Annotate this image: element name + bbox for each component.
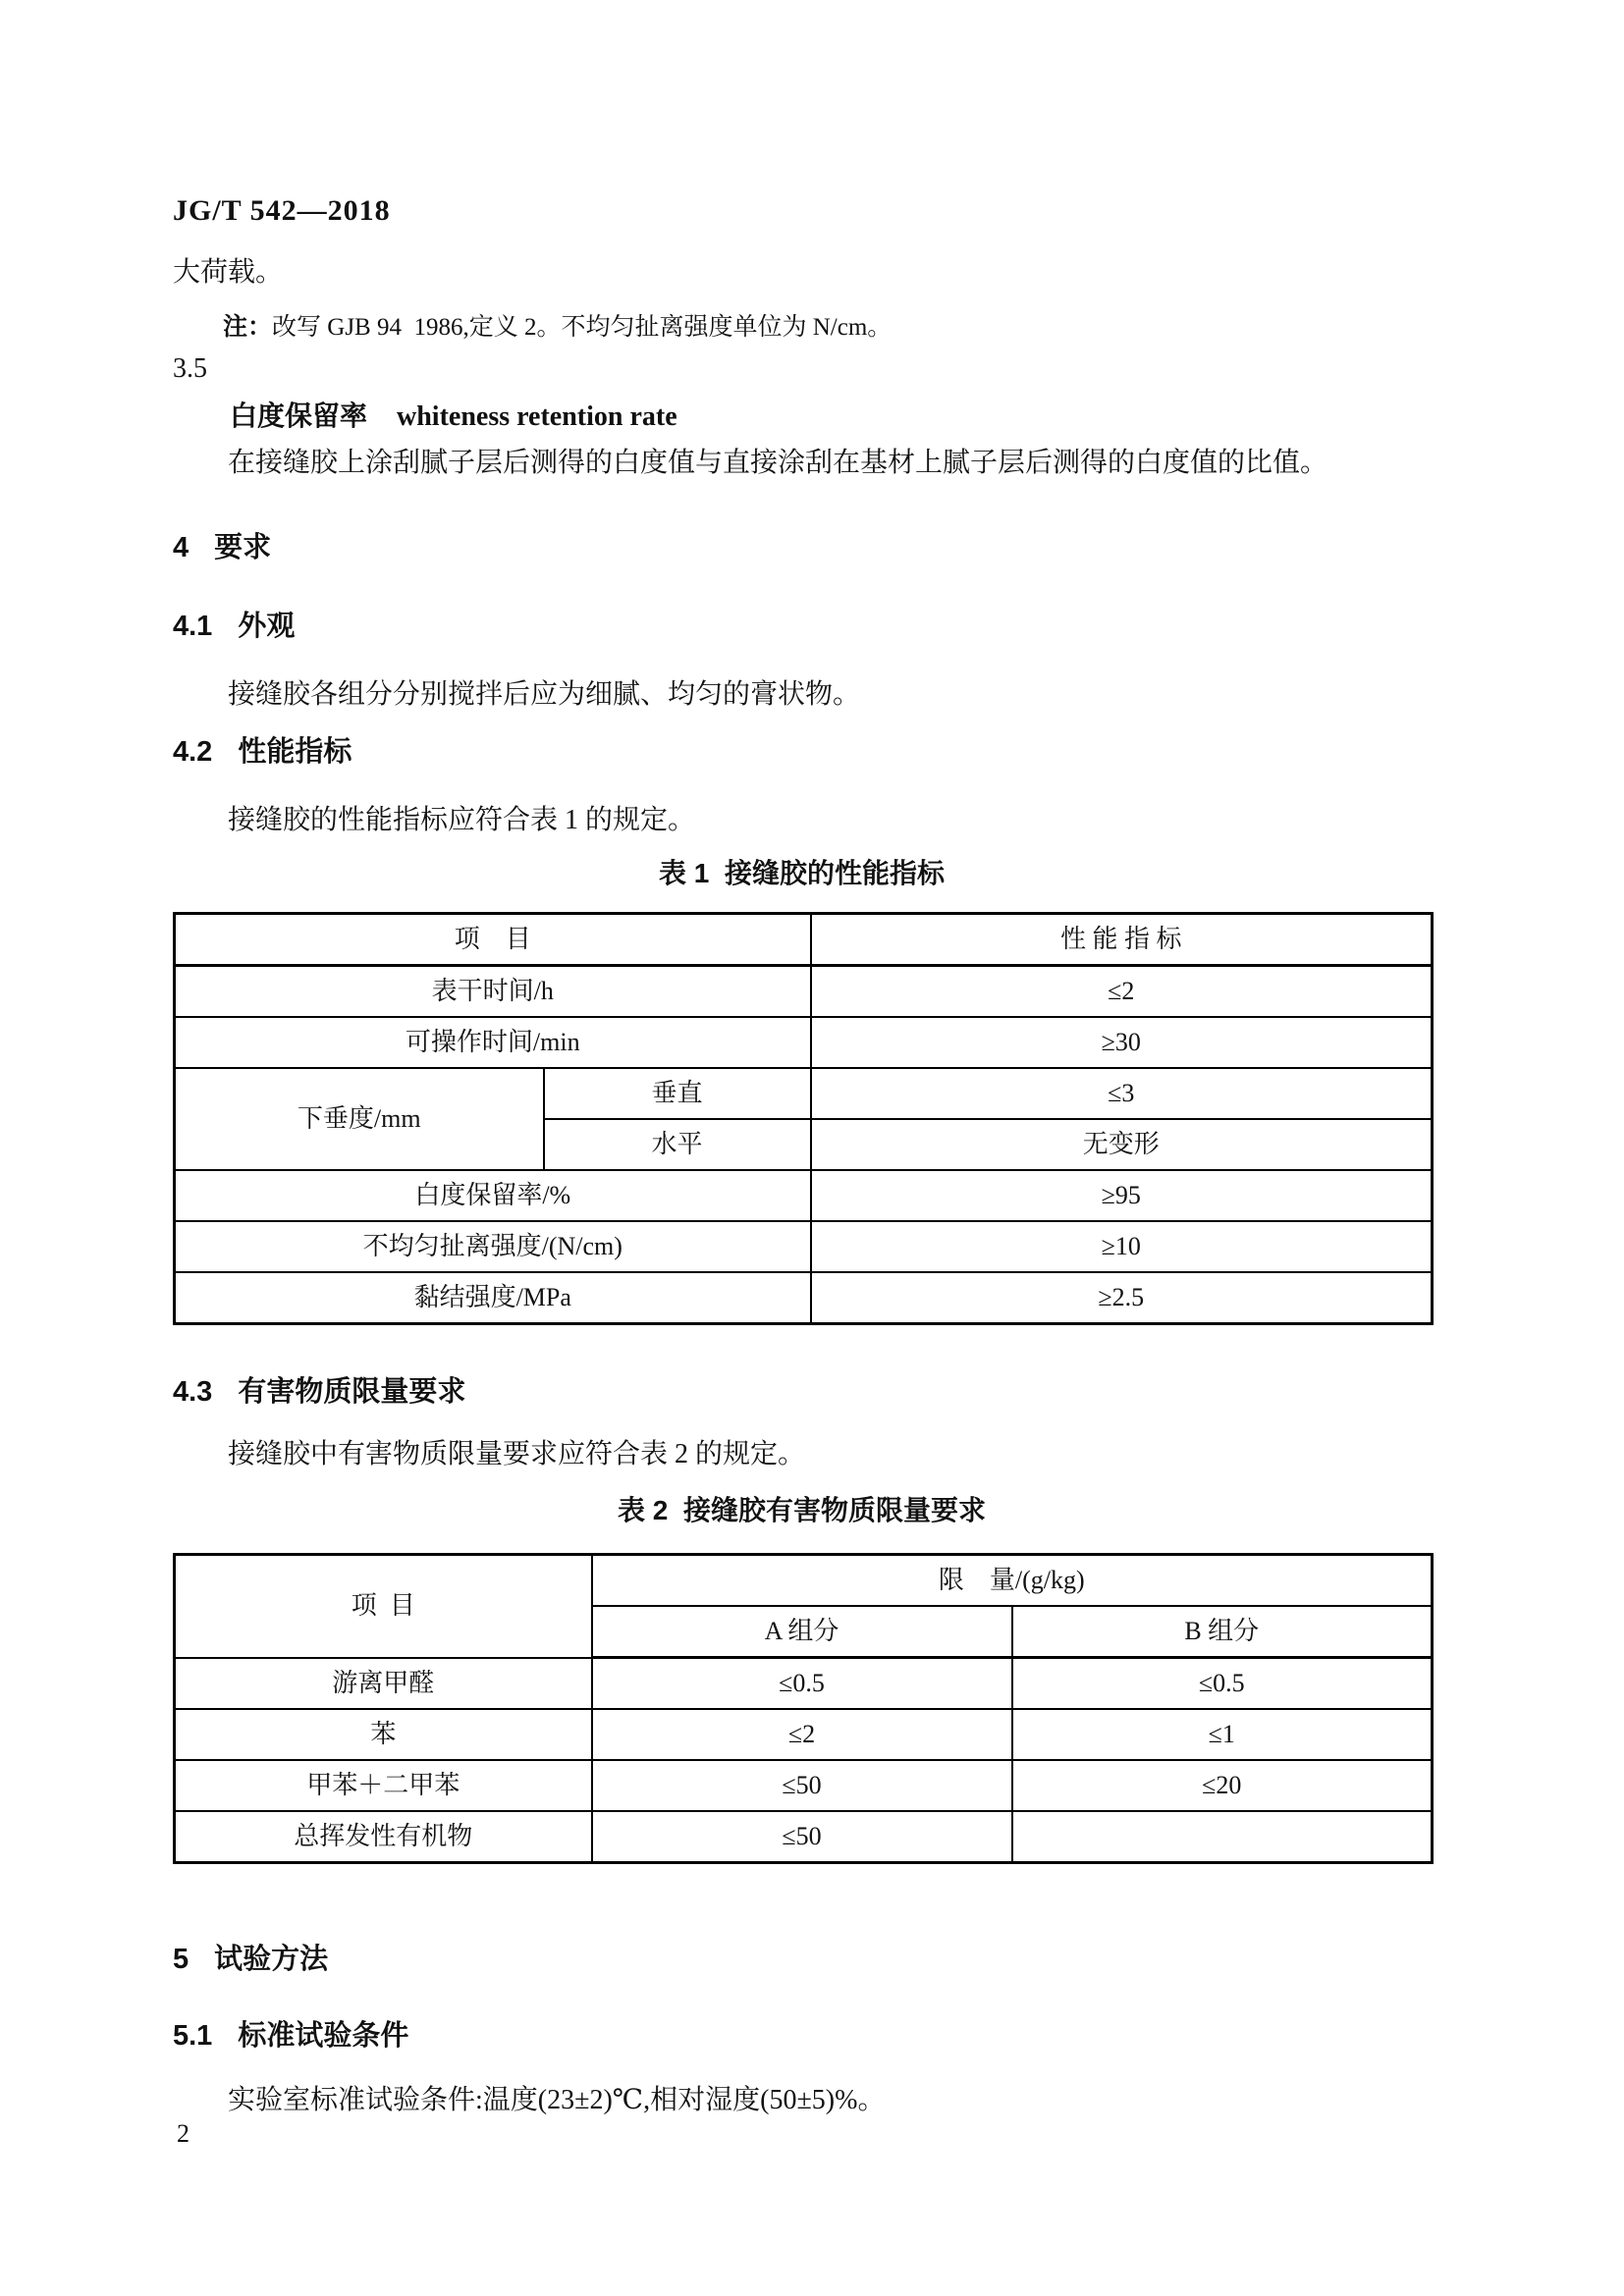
heading-4-3 bbox=[173, 1374, 465, 1410]
t1-work-time-value: ≥30 bbox=[811, 1017, 1433, 1068]
para-intro-tail: 大荷载。 bbox=[173, 257, 284, 288]
para-4-2: 接缝胶的性能指标应符合表 1 的规定。 bbox=[228, 805, 696, 835]
heading-4-2-title: 性能指标 bbox=[238, 736, 352, 768]
t1-surface-dry-value: ≤2 bbox=[811, 966, 1433, 1018]
t2-tvoc-item: 总挥发性有机物 bbox=[175, 1811, 592, 1863]
t2-toluene-xylene-a: ≤50 bbox=[592, 1760, 1012, 1811]
t2-toluene-xylene-item: 甲苯＋二甲苯 bbox=[175, 1760, 592, 1811]
standard-number: JG/T 542—2018 bbox=[173, 194, 391, 227]
t2-benzene-b: ≤1 bbox=[1012, 1709, 1433, 1760]
t1-header-item: 项 目 bbox=[175, 914, 811, 966]
t1-peel-value: ≥10 bbox=[811, 1221, 1433, 1272]
t1-whiteness-value: ≥95 bbox=[811, 1170, 1433, 1221]
t1-sag-vertical-value: ≤3 bbox=[811, 1068, 1433, 1119]
t1-surface-dry-item: 表干时间/h bbox=[175, 966, 811, 1018]
table2-row-formaldehyde bbox=[175, 1658, 1433, 1710]
heading-4-3-number: 4.3 bbox=[173, 1376, 213, 1408]
t2-formaldehyde-item: 游离甲醛 bbox=[175, 1658, 592, 1710]
t2-formaldehyde-b: ≤0.5 bbox=[1012, 1658, 1433, 1710]
t1-sag-horizontal-value: 无变形 bbox=[811, 1119, 1433, 1170]
t2-header-limit: 限 量/(g/kg) bbox=[592, 1555, 1433, 1607]
table2-row-toluene-xylene bbox=[175, 1760, 1433, 1811]
t2-benzene-a: ≤2 bbox=[592, 1709, 1012, 1760]
t2-tvoc-a: ≤50 bbox=[592, 1811, 1012, 1863]
table1-row-surface-dry bbox=[175, 966, 1433, 1018]
para-4-3: 接缝胶中有害物质限量要求应符合表 2 的规定。 bbox=[228, 1439, 806, 1469]
table1-performance-index bbox=[173, 912, 1434, 1325]
t2-formaldehyde-a: ≤0.5 bbox=[592, 1658, 1012, 1710]
heading-4-2 bbox=[173, 734, 352, 770]
table2-header-row-1 bbox=[175, 1555, 1433, 1607]
heading-4-3-title: 有害物质限量要求 bbox=[238, 1376, 466, 1408]
table1-row-work-time bbox=[175, 1017, 1433, 1068]
heading-5-number: 5 bbox=[173, 1944, 189, 1975]
t1-sag-vertical-label: 垂直 bbox=[544, 1068, 811, 1119]
t2-header-component-b: B 组分 bbox=[1012, 1606, 1433, 1658]
term-definition: 在接缝胶上涂刮腻子层后测得的白度值与直接涂刮在基材上腻子层后测得的白度值的比值。 bbox=[228, 448, 1328, 478]
table1-row-whiteness bbox=[175, 1170, 1433, 1221]
t1-sag-horizontal-label: 水平 bbox=[544, 1119, 811, 1170]
para-5-1: 实验室标准试验条件:温度(23±2)℃,相对湿度(50±5)%。 bbox=[228, 2085, 886, 2115]
heading-4 bbox=[173, 530, 271, 565]
table1-header-row bbox=[175, 914, 1433, 966]
heading-4-title: 要求 bbox=[214, 532, 272, 563]
heading-5 bbox=[173, 1942, 328, 1977]
table1-row-peel bbox=[175, 1221, 1433, 1272]
heading-5-title: 试验方法 bbox=[214, 1944, 329, 1975]
heading-4-1-number: 4.1 bbox=[173, 611, 213, 642]
heading-4-2-number: 4.2 bbox=[173, 736, 213, 768]
t2-header-component-a: A 组分 bbox=[592, 1606, 1012, 1658]
heading-4-number: 4 bbox=[173, 532, 189, 563]
table1-row-bond bbox=[175, 1272, 1433, 1324]
t1-work-time-item: 可操作时间/min bbox=[175, 1017, 811, 1068]
table1-caption: 表 1 接缝胶的性能指标 bbox=[659, 858, 945, 888]
table1-row-sag-vertical bbox=[175, 1068, 1433, 1119]
table2-row-benzene bbox=[175, 1709, 1433, 1760]
table2-hazardous-limits bbox=[173, 1553, 1434, 1864]
heading-5-1-number: 5.1 bbox=[173, 2020, 213, 2052]
heading-4-1-title: 外观 bbox=[238, 611, 296, 642]
t2-benzene-item: 苯 bbox=[175, 1709, 592, 1760]
clause-3-5-number: 3.5 bbox=[173, 353, 207, 384]
t1-sag-item: 下垂度/mm bbox=[175, 1068, 544, 1170]
t2-tvoc-b bbox=[1012, 1811, 1433, 1863]
term-en: whiteness retention rate bbox=[397, 401, 677, 432]
t2-header-item: 项 目 bbox=[175, 1555, 592, 1658]
heading-4-1 bbox=[173, 609, 295, 644]
t1-header-index: 性 能 指 标 bbox=[811, 914, 1433, 966]
t2-toluene-xylene-b: ≤20 bbox=[1012, 1760, 1433, 1811]
t1-bond-item: 黏结强度/MPa bbox=[175, 1272, 811, 1324]
term-heading bbox=[230, 399, 677, 434]
para-4-1: 接缝胶各组分分别搅拌后应为细腻、均匀的膏状物。 bbox=[228, 679, 861, 710]
table2-caption: 表 2 接缝胶有害物质限量要求 bbox=[618, 1495, 986, 1525]
page-number: 2 bbox=[177, 2119, 189, 2148]
note-label: 注： bbox=[223, 313, 273, 341]
heading-5-1-title: 标准试验条件 bbox=[238, 2020, 409, 2052]
note-text: 改写 GJB 94 1986,定义 2。不均匀扯离强度单位为 N/cm。 bbox=[272, 314, 893, 341]
t1-peel-item: 不均匀扯离强度/(N/cm) bbox=[175, 1221, 811, 1272]
t1-bond-value: ≥2.5 bbox=[811, 1272, 1433, 1324]
t1-whiteness-item: 白度保留率/% bbox=[175, 1170, 811, 1221]
heading-5-1 bbox=[173, 2018, 408, 2054]
note bbox=[223, 312, 892, 343]
term-zh: 白度保留率 bbox=[230, 400, 368, 431]
table2-row-tvoc bbox=[175, 1811, 1433, 1863]
